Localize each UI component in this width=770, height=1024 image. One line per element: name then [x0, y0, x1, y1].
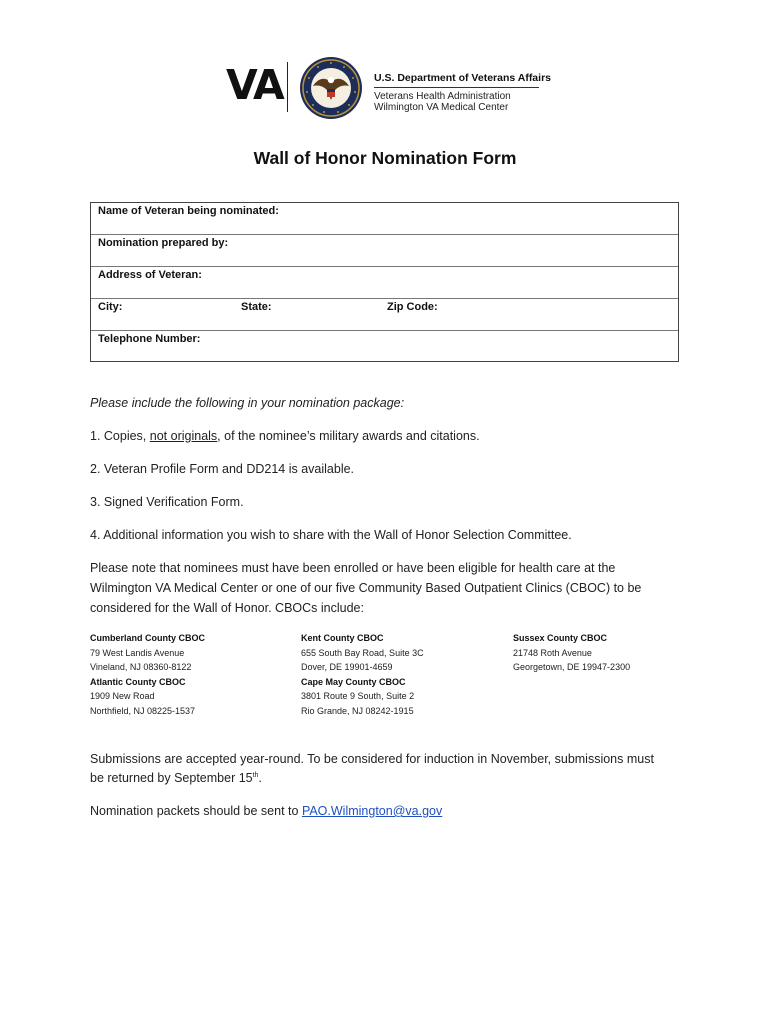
address-label: Address of Veteran: — [98, 269, 202, 281]
email-link[interactable]: PAO.Wilmington@va.gov — [301, 804, 443, 818]
department-rule — [374, 87, 539, 88]
clinic-name: Atlantic County CBOC — [90, 676, 186, 687]
clinic-address: 21748 Roth Avenue — [513, 647, 592, 658]
clinic-city: Rio Grande, NJ 08242-1915 — [301, 705, 414, 716]
zip-code-label: Zip Code: — [387, 301, 438, 313]
form-title: Wall of Honor Nomination Form — [253, 148, 517, 168]
department-subtitle-center: Wilmington VA Medical Center — [374, 102, 509, 113]
address-field[interactable] — [91, 267, 678, 299]
submission-note-line-1: Submissions are accepted year-round. To be considered for induction in November, submissions must — [90, 752, 654, 766]
clinic-city: Vineland, NJ 08360-8122 — [90, 662, 192, 673]
clinic-name: Cumberland County CBOC — [90, 633, 206, 643]
instruction-item-1: 1. Copies, not originals, of the nominee’s military awards and citations. — [90, 429, 480, 443]
clinic-address: 79 West Landis Avenue — [90, 647, 185, 658]
va-seal-icon — [299, 56, 363, 120]
nomination-fields-table — [90, 202, 679, 362]
clinics-column-3 — [513, 631, 630, 675]
clinic-city: Georgetown, DE 19947-2300 — [513, 662, 631, 673]
clinic-address: 655 South Bay Road, Suite 3C — [301, 647, 424, 658]
clinic-address: 1909 New Road — [90, 691, 155, 702]
clinic-city: Northfield, NJ 08225-1537 — [90, 705, 196, 716]
instruction-item-3: 3. Signed Verification Form. — [90, 495, 244, 509]
clinic-name: Kent County CBOC — [301, 633, 384, 643]
telephone-label: Telephone Number: — [98, 333, 201, 345]
telephone-field[interactable] — [91, 331, 678, 363]
city-label: City: — [98, 301, 123, 313]
clinic-name: Sussex County CBOC — [513, 633, 608, 643]
veteran-name-label: Name of Veteran being nominated: — [98, 205, 279, 217]
eligibility-note-line-1: Please note that nominees must have been enrolled or have been eligible for health care at the — [90, 561, 616, 575]
city-state-zip-row[interactable] — [91, 299, 678, 331]
eligibility-note-line-3: considered for the Wall of Honor. CBOCs include: — [90, 601, 364, 615]
instructions-intro: Please include the following in your nomination package: — [90, 396, 405, 410]
department-title: U.S. Department of Veterans Affairs — [374, 72, 551, 84]
clinic-address: 3801 Route 9 South, Suite 2 — [301, 691, 415, 702]
submission-note-line-2: be returned by September 15th. — [90, 771, 262, 785]
department-subtitle-vha: Veterans Health Administration — [374, 91, 511, 102]
instruction-item-4: 4. Additional information you wish to share with the Wall of Honor Selection Committee. — [90, 528, 572, 542]
clinic-city: Dover, DE 19901-4659 — [301, 662, 393, 673]
clinics-column-2 — [301, 631, 424, 719]
send-to-line: Nomination packets should be sent to PAO.Wilmington@va.gov — [90, 804, 443, 818]
logo-divider — [287, 62, 288, 112]
va-logo-mark: VA — [226, 61, 283, 109]
clinics-column-1 — [90, 631, 205, 719]
instruction-item-2: 2. Veteran Profile Form and DD214 is available. — [90, 462, 355, 476]
prepared-by-label: Nomination prepared by: — [98, 237, 229, 249]
veteran-name-field[interactable] — [91, 203, 678, 235]
state-label: State: — [241, 301, 272, 313]
prepared-by-field[interactable] — [91, 235, 678, 267]
eligibility-note-line-2: Wilmington VA Medical Center or one of our five Community Based Outpatient Clinics (CBOC) to be — [90, 581, 642, 595]
clinic-name: Cape May County CBOC — [301, 676, 406, 687]
